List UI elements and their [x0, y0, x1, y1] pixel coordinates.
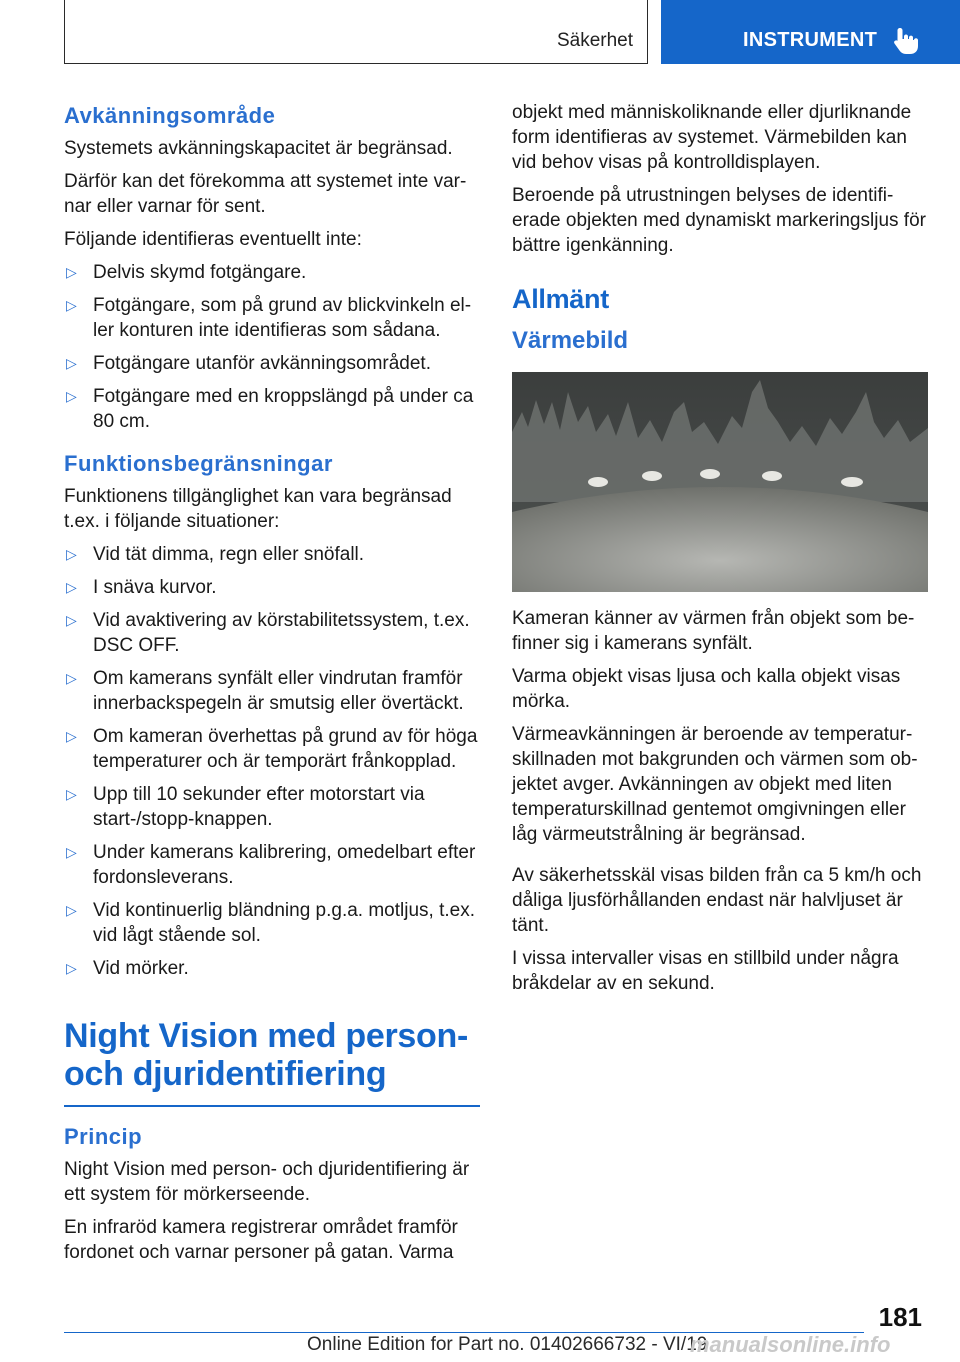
paragraph: objekt med människoliknande eller djurliknande form identifieras av systemet. Värmebilden kan vid behov visas på kontrolldisplayen.: [512, 102, 912, 173]
list-item: ▷ Fotgängare utanför avkänningsområdet.: [66, 353, 431, 374]
triangle-bullet-icon: ▷: [66, 786, 77, 802]
list-item: ▷ Fotgängare, som på grund av blickvinkeln eller konturen inte identifieras som sådana.: [66, 295, 472, 341]
paragraph: Beroende på utrustningen belyses de identifierade objekten med dynamiskt markeringsljus för bättre igenkänning.: [512, 185, 926, 256]
paragraph: Varma objekt visas ljusa och kalla objekt visas mörka.: [512, 666, 901, 712]
footer-edition: Online Edition for Part no. 01402666732 - VI/19: [307, 1334, 708, 1355]
header-section-label: Säkerhet: [556, 30, 633, 51]
paragraph: Night Vision med person- och djuridentifiering är ett system för mörkerseende.: [64, 1159, 470, 1205]
section-title-detection-area: Avkänningsområde: [64, 103, 276, 128]
list-item: ▷ Om kameran överhettas på grund av för höga temperaturer och är temporärt frånkopplad.: [66, 726, 478, 772]
triangle-bullet-icon: ▷: [66, 546, 77, 562]
list-item: ▷ Delvis skymd fotgängare.: [66, 262, 307, 283]
bullet-list-detection: [64, 260, 480, 434]
paragraph: Av säkerhetsskäl visas bilden från ca 5 km/h och dåliga ljusförhållanden endast när halvljuset är tänt.: [512, 865, 922, 936]
header-chapter-tab[interactable]: [661, 0, 960, 64]
paragraph: Värmeavkänningen är beroende av temperaturskillnaden mot bakgrunden och värmen som objektet avger. Avkänningen av objekt med liten temperaturskillnad gentemot omgivningen eller låg värmeutstrålning är begränsad.: [512, 724, 918, 845]
paragraph: Följande identifieras eventuellt inte:: [64, 229, 362, 250]
hand-pointer-icon: [892, 26, 920, 56]
list-item: ▷ Under kamerans kalibrering, omedelbart efter fordonsleverans.: [66, 842, 476, 888]
paragraph: En infraröd kamera registrerar området framför fordonet och varnar personer på gatan. Varma: [64, 1217, 458, 1263]
triangle-bullet-icon: ▷: [66, 960, 77, 976]
triangle-bullet-icon: ▷: [66, 670, 77, 686]
list-item: ▷ Vid avaktivering av körstabilitetssystem, t.ex. DSC OFF.: [66, 610, 470, 656]
section-title-thermal-image: Värmebild: [512, 327, 629, 354]
list-item: ▷ Vid mörker.: [66, 958, 189, 979]
triangle-bullet-icon: ▷: [66, 355, 77, 371]
list-item: ▷ Upp till 10 sekunder efter motorstart via start-/stopp-knappen.: [66, 784, 425, 830]
paragraph: Systemets avkänningskapacitet är begränsad.: [64, 138, 453, 159]
list-item: ▷ Om kamerans synfält eller vindrutan framför innerbackspegeln är smutsig eller övertäckt.: [66, 668, 464, 714]
triangle-bullet-icon: ▷: [66, 297, 77, 313]
list-item: ▷ I snäva kurvor.: [66, 577, 217, 598]
paragraph: Kameran känner av värmen från objekt som befinner sig i kamerans synfält.: [512, 608, 915, 654]
triangle-bullet-icon: ▷: [66, 388, 77, 404]
watermark-logo: manualsonline.info: [690, 1332, 891, 1357]
list-item: ▷ Fotgängare med en kroppslängd på under ca 80 cm.: [66, 386, 474, 432]
thermal-image-figure: [512, 372, 928, 592]
chapter-title: Night Vision med person- och djuridentifiering: [64, 1017, 480, 1107]
right-column: [512, 100, 928, 1004]
list-item: ▷ Vid kontinuerlig bländning p.g.a. motljus, t.ex. vid lågt stående sol.: [66, 900, 475, 946]
triangle-bullet-icon: ▷: [66, 728, 77, 744]
triangle-bullet-icon: ▷: [66, 844, 77, 860]
section-title-limitations: Funktionsbegränsningar: [64, 451, 333, 476]
header-chapter-label: INSTRUMENT: [743, 29, 878, 51]
paragraph: Därför kan det förekomma att systemet inte varnar eller varnar för sent.: [64, 171, 467, 217]
left-column: [64, 100, 480, 1273]
paragraph: I vissa intervaller visas en stillbild under några bråkdelar av en sekund.: [512, 948, 899, 994]
triangle-bullet-icon: ▷: [66, 579, 77, 595]
triangle-bullet-icon: ▷: [66, 264, 77, 280]
triangle-bullet-icon: ▷: [66, 902, 77, 918]
page-number: 181: [878, 1302, 922, 1332]
paragraph: Funktionens tillgänglighet kan vara begränsad t.ex. i följande situationer:: [64, 486, 452, 532]
section-title-general: Allmänt: [512, 284, 609, 314]
header-section-tab: [64, 0, 648, 64]
triangle-bullet-icon: ▷: [66, 612, 77, 628]
bullet-list-limitations: [64, 542, 480, 981]
section-title-principle: Princip: [64, 1124, 143, 1149]
list-item: ▷ Vid tät dimma, regn eller snöfall.: [66, 544, 365, 565]
